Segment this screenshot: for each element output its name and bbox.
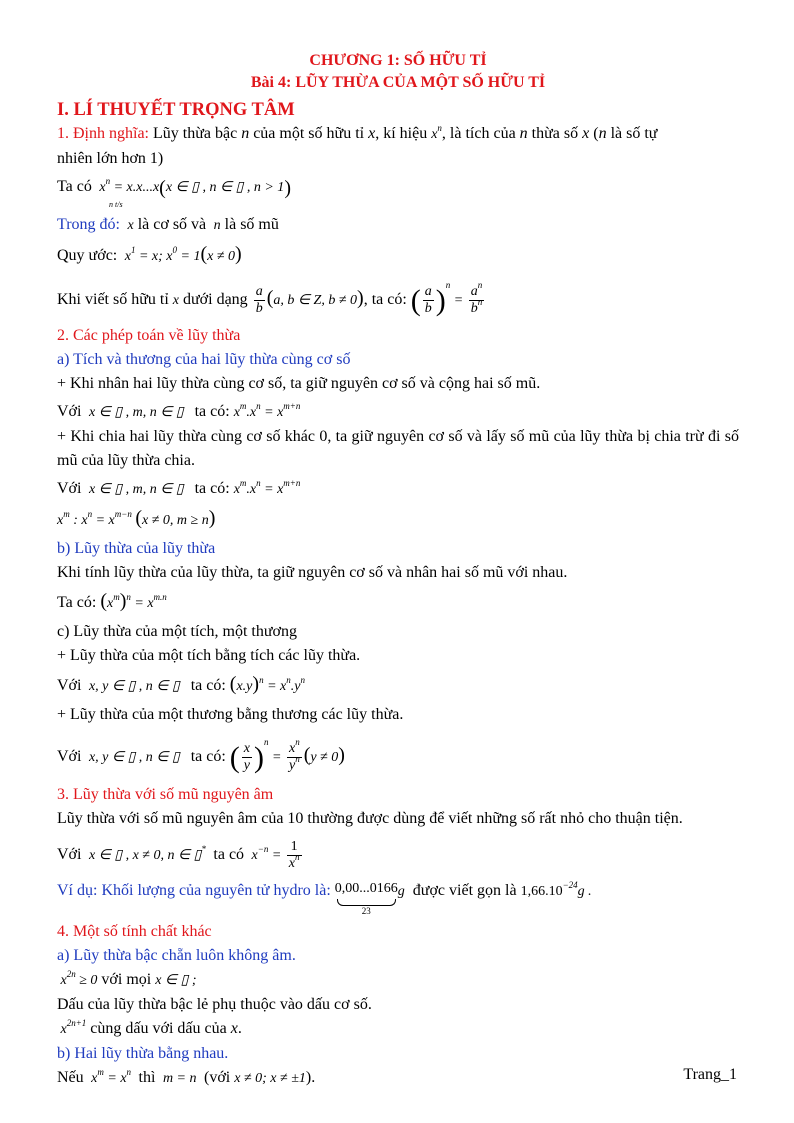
- odd-power-sign-text: Dấu của lũy thừa bậc lẻ phụ thuộc vào dấu cơ số.: [57, 996, 372, 1013]
- rule-divide: + Khi chia hai lũy thừa cùng cơ số khác 0, ta giữ nguyên cơ số và lấy số mũ của lũy thừa bị chia trừ đi số mũ của lũy thừa chia.: [57, 428, 739, 469]
- even-power-text: với mọi: [97, 971, 156, 988]
- label-voi: Với: [57, 480, 82, 497]
- formula-product-power-line: [57, 672, 739, 699]
- definition-line-2: nhiên lớn hơn 1): [57, 150, 164, 167]
- fraction-text: dưới dạng: [179, 291, 248, 308]
- odd-power-text: cùng dấu với dấu của: [86, 1020, 231, 1037]
- definition-text: của một số hữu tỉ: [249, 125, 369, 142]
- trong-do-text: là cơ số và: [133, 216, 211, 233]
- page-number: Trang_1: [683, 1066, 737, 1083]
- formula-m-equals-n: m = n: [159, 1071, 200, 1086]
- fraction-a-over-b: $\frac{a}{b}$: [255, 283, 263, 316]
- rule-multiply: + Khi nhân hai lũy thừa cùng cơ số, ta giữ nguyên cơ số và cộng hai số mũ.: [57, 375, 541, 392]
- lesson-name: LŨY THỪA CỦA MỘT SỐ HỮU TỈ: [295, 74, 546, 91]
- definition-text: là số tự: [606, 125, 658, 142]
- formula-divide-1: $x^m.x^n = x^{m+n}$: [233, 478, 301, 497]
- var-x: x: [123, 218, 134, 233]
- var-n: n: [598, 125, 607, 142]
- formula-odd-power-line: $x^{2n+1}$ cùng dấu với dấu của x.: [57, 1018, 242, 1037]
- formula-multiply-line: [57, 400, 739, 425]
- fraction-condition: (a, b ∈ Z, b ≠ 0): [266, 287, 364, 309]
- subheading-product-power: c) Lũy thừa của một tích, một thương: [57, 623, 297, 640]
- formula-power-product: $x^n = x.x...x(x$ ∈ ▯ , n ∈ ▯ , n > 1): [95, 176, 291, 199]
- label-voi: Với: [57, 677, 82, 694]
- chapter-title: [57, 50, 739, 72]
- formula-even-power-line: [57, 968, 739, 993]
- subheading-equal-powers: b) Hai lũy thừa bằng nhau.: [57, 1045, 229, 1062]
- formula-fraction-power: ( $\frac{a}{b}$ )$^n$ = $\frac{a^n}{b^n}$: [410, 280, 483, 317]
- var-n: n: [241, 125, 250, 142]
- condition-divide: x ∈ ▯ , m, n ∈ ▯: [85, 482, 191, 497]
- formula-xn: $x^n$: [431, 123, 442, 142]
- condition-negative-exponent: x ∈ ▯ , x ≠ 0, n ∈ ▯*: [85, 844, 206, 863]
- formula-power-of-power: $(x^m)^n = x^{m.n}$: [100, 590, 167, 612]
- rule-power-of-power: Khi tính lũy thừa của lũy thừa, ta giữ nguyên cơ số và nhân hai số mũ với nhau.: [57, 564, 568, 581]
- chapter-label: CHƯƠNG 1:: [309, 52, 400, 69]
- definition-text: (: [589, 125, 599, 142]
- formula-divide-line-1: [57, 477, 739, 502]
- formula-quotient-power-line: [57, 731, 739, 779]
- label-voi: Với: [57, 403, 82, 420]
- example-text: được viết gọn là: [412, 882, 517, 899]
- scientific-exponent: −24: [562, 880, 578, 890]
- label-voi: Với: [57, 846, 82, 863]
- formula-divide-line-2: [57, 506, 739, 533]
- definition-text: thừa số: [527, 125, 583, 142]
- definition-text: , là tích của: [441, 125, 520, 142]
- label-ta-co: ta có:: [194, 480, 230, 497]
- section-heading-negative-exponent: 3. Lũy thừa với số mũ nguyên âm: [57, 786, 274, 803]
- var-x: x: [368, 125, 376, 142]
- var-x: x: [230, 1020, 238, 1037]
- formula-convention: $x^1 = x$; $x^0 = 1(x \ne 0)$: [121, 243, 242, 265]
- var-n: n: [210, 218, 221, 233]
- formula-equal-powers-line: Nếu $x^m = x^n$ thì m = n (với x ≠ 0; x ≠ ±1).: [57, 1067, 316, 1086]
- example-line: [57, 879, 739, 916]
- label-voi: Với: [57, 748, 82, 765]
- label-ta-co: ta có:: [190, 748, 226, 765]
- condition-even-power: x ∈ ▯ ;: [155, 973, 197, 988]
- example-number: 0,00...0166: [334, 881, 398, 896]
- formula-odd-power: $x^{2n+1}$: [57, 1018, 87, 1037]
- formula-product-power: $(x.y)^n = x^n.y^n$: [229, 673, 305, 695]
- formula-definition: [57, 175, 739, 200]
- negative-exponent-text: Lũy thừa với số mũ nguyên âm của 10 thường được dùng để viết những số rất nhỏ cho thuận tiện.: [57, 810, 683, 827]
- condition-product-power: x, y ∈ ▯ , n ∈ ▯: [85, 679, 187, 694]
- unit-g: g .: [577, 884, 592, 899]
- fraction-power-line: [57, 276, 739, 320]
- convention-line: [57, 242, 739, 269]
- subheading-even-power: a) Lũy thừa bậc chẵn luôn không âm.: [57, 947, 296, 964]
- subheading-power-of-power: b) Lũy thừa của lũy thừa: [57, 540, 216, 557]
- label-ta-co: ta có:: [194, 403, 230, 420]
- rule-quotient-power: + Lũy thừa của một thương bằng thương các lũy thừa.: [57, 706, 404, 723]
- lesson-title: [57, 72, 739, 94]
- formula-power-of-power-line: [57, 589, 739, 616]
- unit-g: g: [397, 884, 405, 899]
- definition-text: Lũy thừa bậc: [149, 125, 242, 142]
- section-heading-operations: 2. Các phép toán về lũy thừa: [57, 327, 241, 344]
- rule-product-power: + Lũy thừa của một tích bằng tích các lũy thừa.: [57, 647, 361, 664]
- underbrace-number: [335, 879, 398, 916]
- label-ta-co: Ta có:: [57, 594, 97, 611]
- var-n: n: [519, 125, 528, 142]
- condition-quotient-power: x, y ∈ ▯ , n ∈ ▯: [85, 750, 187, 765]
- label-ta-co: ta có:: [190, 677, 226, 694]
- trong-do-text: là số mũ: [220, 216, 279, 233]
- scientific-notation: 1,66.10: [520, 884, 563, 899]
- formula-divide-2: $x^m$ : $x^n = x^{m-n}$ (x ≠ 0, m ≥ n): [57, 507, 216, 529]
- chapter-name: SỐ HỮU TỈ: [403, 52, 487, 69]
- definition-label: 1. Định nghĩa:: [57, 125, 149, 142]
- trong-do-label: Trong đó:: [57, 216, 120, 233]
- convention-label: Quy ước:: [57, 247, 118, 264]
- formula-even-power: $x^{2n} \ge 0$: [57, 969, 98, 988]
- label-voi-cond: (với: [204, 1069, 231, 1086]
- var-x: x: [172, 293, 179, 308]
- section-heading-theory: I. LÍ THUYẾT TRỌNG TÂM: [57, 100, 295, 120]
- section-heading-other-properties: 4. Một số tính chất khác: [57, 923, 212, 940]
- zero-count: 23: [361, 906, 371, 916]
- label-thi: thì: [138, 1069, 156, 1086]
- definition-text: , kí hiệu: [375, 125, 432, 142]
- formula-negative-exponent: $x^{-n}$ = $\frac{1}{x^n}$: [248, 839, 300, 872]
- formula-quotient-power: ( $\frac{x}{y}$ )$^n$ = $\frac{x^n}{y^n}$ (y ≠ 0): [229, 737, 345, 774]
- label-taco: Ta có: [57, 178, 92, 195]
- under-label: n t/s: [109, 200, 123, 209]
- label-ta-co: ta có: [213, 846, 245, 863]
- condition-equal-powers: x ≠ 0; x ≠ ±1: [234, 1071, 306, 1086]
- lesson-label: Bài 4:: [250, 74, 292, 91]
- document-page: [57, 50, 739, 1091]
- subheading-product-quotient: a) Tích và thương của hai lũy thừa cùng cơ số: [57, 351, 351, 368]
- label-neu: Nếu: [57, 1069, 84, 1086]
- trong-do-line: [57, 213, 739, 238]
- var-x: x: [582, 125, 590, 142]
- fraction-text: , ta có:: [363, 291, 407, 308]
- formula-equal-powers: $x^m = x^n$: [87, 1067, 132, 1086]
- example-text: Khối lượng của nguyên tử hydro là:: [97, 882, 331, 899]
- fraction-text: Khi viết số hữu tỉ: [57, 291, 173, 308]
- formula-negative-exponent-line: [57, 835, 739, 875]
- definition-line-1: [57, 122, 739, 147]
- condition-multiply: x ∈ ▯ , m, n ∈ ▯: [85, 405, 191, 420]
- example-label: Ví dụ:: [57, 882, 98, 899]
- formula-multiply: $x^m.x^n = x^{m+n}$: [233, 401, 301, 420]
